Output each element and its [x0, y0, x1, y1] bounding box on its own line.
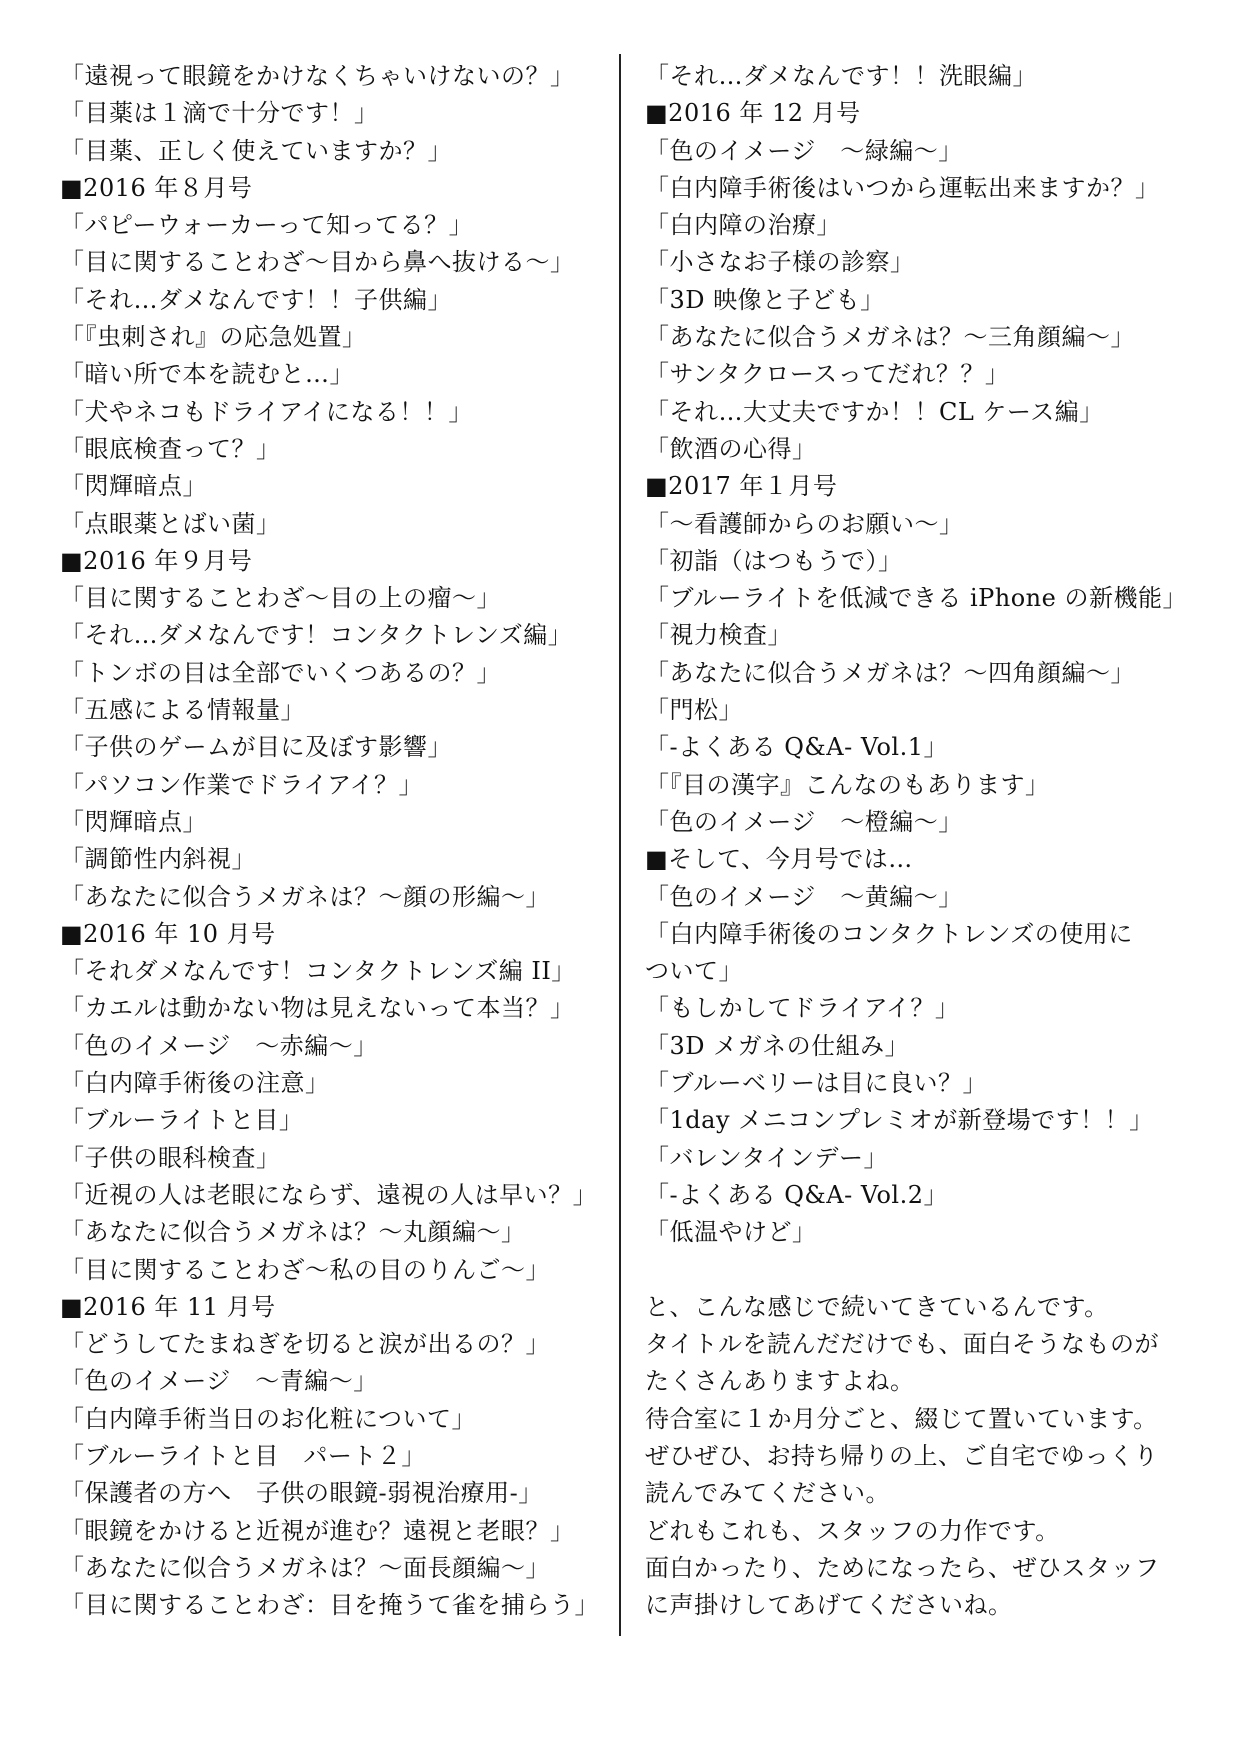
left-text-line: 「目に関することわざ～目から鼻へ抜ける～」 — [60, 248, 575, 277]
right-section-heading: ■そして、今月号では… — [645, 845, 913, 874]
right-text-line: 待合室に１か月分ごと、綴じて置いています。 — [645, 1404, 1158, 1433]
right-text-line: 「サンタクロースってだれ？？」 — [645, 360, 1010, 389]
right-text-line: 「バレンタインデー」 — [645, 1143, 888, 1172]
left-text-line: 「目薬、正しく使えていますか？」 — [60, 136, 452, 165]
right-text-line: 「視力検査」 — [645, 621, 792, 650]
left-text-line: 「あなたに似合うメガネは？～顔の形編～」 — [60, 882, 550, 911]
right-text-line: 「色のイメージ ～橙編～」 — [645, 807, 963, 836]
left-section-heading: ■2016 年８月号 — [60, 173, 253, 202]
right-text-line: 「白内障手術後はいつから運転出来ますか？」 — [645, 173, 1160, 202]
right-text-line: タイトルを読んだだけでも、面白そうなものが — [645, 1330, 1160, 1359]
left-text-line: 「色のイメージ ～赤編～」 — [60, 1031, 378, 1060]
right-text-line: どれもこれも、スタッフの力作です。 — [645, 1516, 1060, 1545]
left-text-line: 「犬やネコもドライアイになる！！」 — [60, 397, 473, 426]
right-text-line: 「色のイメージ ～黄編～」 — [645, 882, 963, 911]
right-text-line: ぜひぜひ、お持ち帰りの上、ご自宅でゆっくり — [645, 1441, 1159, 1470]
right-text-line: 「1day メニコンプレミオが新登場です！！」 — [645, 1106, 1154, 1135]
right-text-line: 「もしかしてドライアイ？」 — [645, 994, 960, 1023]
left-text-line: 「ブルーライトと目 パート２」 — [60, 1441, 426, 1470]
right-text-line: 「～看護師からのお願い～」 — [645, 509, 964, 538]
left-text-line: 「あなたに似合うメガネは？～面長顔編～」 — [60, 1553, 550, 1582]
left-text-line: 「どうしてたまねぎを切ると涙が出るの？」 — [60, 1330, 550, 1359]
left-column — [60, 58, 615, 1624]
left-text-line: 「目に関することわざ～目の上の瘤～」 — [60, 584, 501, 613]
left-text-line: 「閃輝暗点」 — [60, 807, 207, 836]
left-text-line: 「眼底検査って？」 — [60, 434, 281, 463]
right-text-line: 「ブルーライトを低減できる iPhone の新機能」 — [645, 584, 1187, 613]
left-text-line: 「あなたに似合うメガネは？～丸顔編～」 — [60, 1218, 526, 1247]
right-text-line: 「それ…ダメなんです！！洗眼編」 — [645, 62, 1037, 90]
left-text-line: 「色のイメージ ～青編～」 — [60, 1367, 378, 1396]
left-text-line: 「『虫刺され』の応急処置」 — [60, 323, 367, 352]
left-section-heading: ■2016 年 10 月号 — [60, 919, 276, 948]
left-text-line: 「白内障手術後の注意」 — [60, 1069, 330, 1098]
left-text-line: 「ブルーライトと目」 — [60, 1106, 304, 1135]
right-text-line: 「あなたに似合うメガネは？～四角顔編～」 — [645, 658, 1135, 687]
right-text-line: 読んでみてください。 — [645, 1479, 890, 1508]
left-text-line: 「閃輝暗点」 — [60, 472, 207, 501]
right-text-line: ついて」 — [645, 957, 743, 986]
left-text-line: 「目に関することわざ～私の目のりんご～」 — [60, 1255, 550, 1284]
left-text-line: 「目薬は１滴で十分です！」 — [60, 99, 379, 128]
left-text-line: 「調節性内斜視」 — [60, 845, 256, 874]
left-text-line: 「白内障手術当日のお化粧について」 — [60, 1404, 477, 1433]
left-section-heading: ■2016 年９月号 — [60, 546, 253, 575]
right-text-line: 「門松」 — [645, 696, 743, 725]
left-text-line: 「遠視って眼鏡をかけなくちゃいけないの？」 — [60, 62, 575, 90]
right-text-line: に声掛けしてあげてくださいね。 — [645, 1591, 1013, 1620]
right-text-line: 「それ…大丈夫ですか！！CL ケース編」 — [645, 397, 1104, 426]
right-text-line: 「飲酒の心得」 — [645, 434, 817, 463]
left-text-line: 「パピーウォーカーって知ってる？」 — [60, 211, 474, 240]
right-text-line: 「3D 映像と子ども」 — [645, 285, 885, 314]
right-text-line — [645, 1252, 1200, 1289]
right-text-line: 「白内障手術後のコンタクトレンズの使用に — [645, 919, 1133, 948]
left-text-line: 「眼鏡をかけると近視が進む？遠視と老眼？」 — [60, 1516, 575, 1545]
left-text-line: 「保護者の方へ 子供の眼鏡-弱視治療用-」 — [60, 1479, 543, 1508]
right-column — [645, 58, 1200, 1624]
left-text-line: 「近視の人は老眼にならず、遠視の人は早い？」 — [60, 1180, 598, 1209]
right-section-heading: ■2016 年 12 月号 — [645, 99, 861, 128]
left-text-line: 「目に関することわざ：目を掩うて雀を捕らう」 — [60, 1591, 599, 1620]
left-text-line: 「それダメなんです！コンタクトレンズ編 II」 — [60, 957, 576, 986]
right-text-line: 「3D メガネの仕組み」 — [645, 1031, 910, 1060]
right-text-line: 「低温やけど」 — [645, 1218, 817, 1247]
right-text-line: 「-よくある Q&A- Vol.2」 — [645, 1180, 948, 1209]
left-text-line: 「それ…ダメなんです！！子供編」 — [60, 285, 452, 314]
right-text-line: 「あなたに似合うメガネは？～三角顔編～」 — [645, 323, 1135, 352]
left-text-line: 「暗い所で本を読むと…」 — [60, 360, 354, 389]
right-text-line: 「ブルーベリーは目に良い？」 — [645, 1069, 988, 1098]
left-text-line: 「パソコン作業でドライアイ？」 — [60, 770, 423, 799]
left-text-line: 「点眼薬とばい菌」 — [60, 509, 281, 538]
left-section-heading: ■2016 年 11 月号 — [60, 1292, 276, 1321]
left-text-line: 「子供の眼科検査」 — [60, 1143, 281, 1172]
right-text-line: 「初詣（はつもうで）」 — [645, 546, 903, 575]
right-text-line: たくさんありますよね。 — [645, 1367, 915, 1396]
right-text-line: 「白内障の治療」 — [645, 211, 841, 240]
left-text-line: 「カエルは動かない物は見えないって本当？」 — [60, 994, 575, 1023]
right-text-line: 「小さなお子様の診察」 — [645, 248, 915, 277]
left-text-line: 「子供のゲームが目に及ぼす影響」 — [60, 733, 452, 762]
left-text-line: 「それ…ダメなんです！コンタクトレンズ編」 — [60, 621, 573, 650]
column-divider — [619, 54, 621, 1636]
left-text-line: 「五感による情報量」 — [60, 696, 305, 725]
right-text-line: 「-よくある Q&A- Vol.1」 — [645, 733, 948, 762]
right-section-heading: ■2017 年１月号 — [645, 472, 838, 501]
right-text-line: 「色のイメージ ～緑編～」 — [645, 136, 963, 165]
right-text-line: と、こんな感じで続いてきているんです。 — [645, 1292, 1109, 1321]
right-text-line: 「『目の漢字』こんなのもあります」 — [645, 770, 1050, 799]
right-text-line: 面白かったり、ためになったら、ぜひスタッフ — [645, 1553, 1160, 1582]
left-text-line: 「トンボの目は全部でいくつあるの？」 — [60, 658, 501, 687]
